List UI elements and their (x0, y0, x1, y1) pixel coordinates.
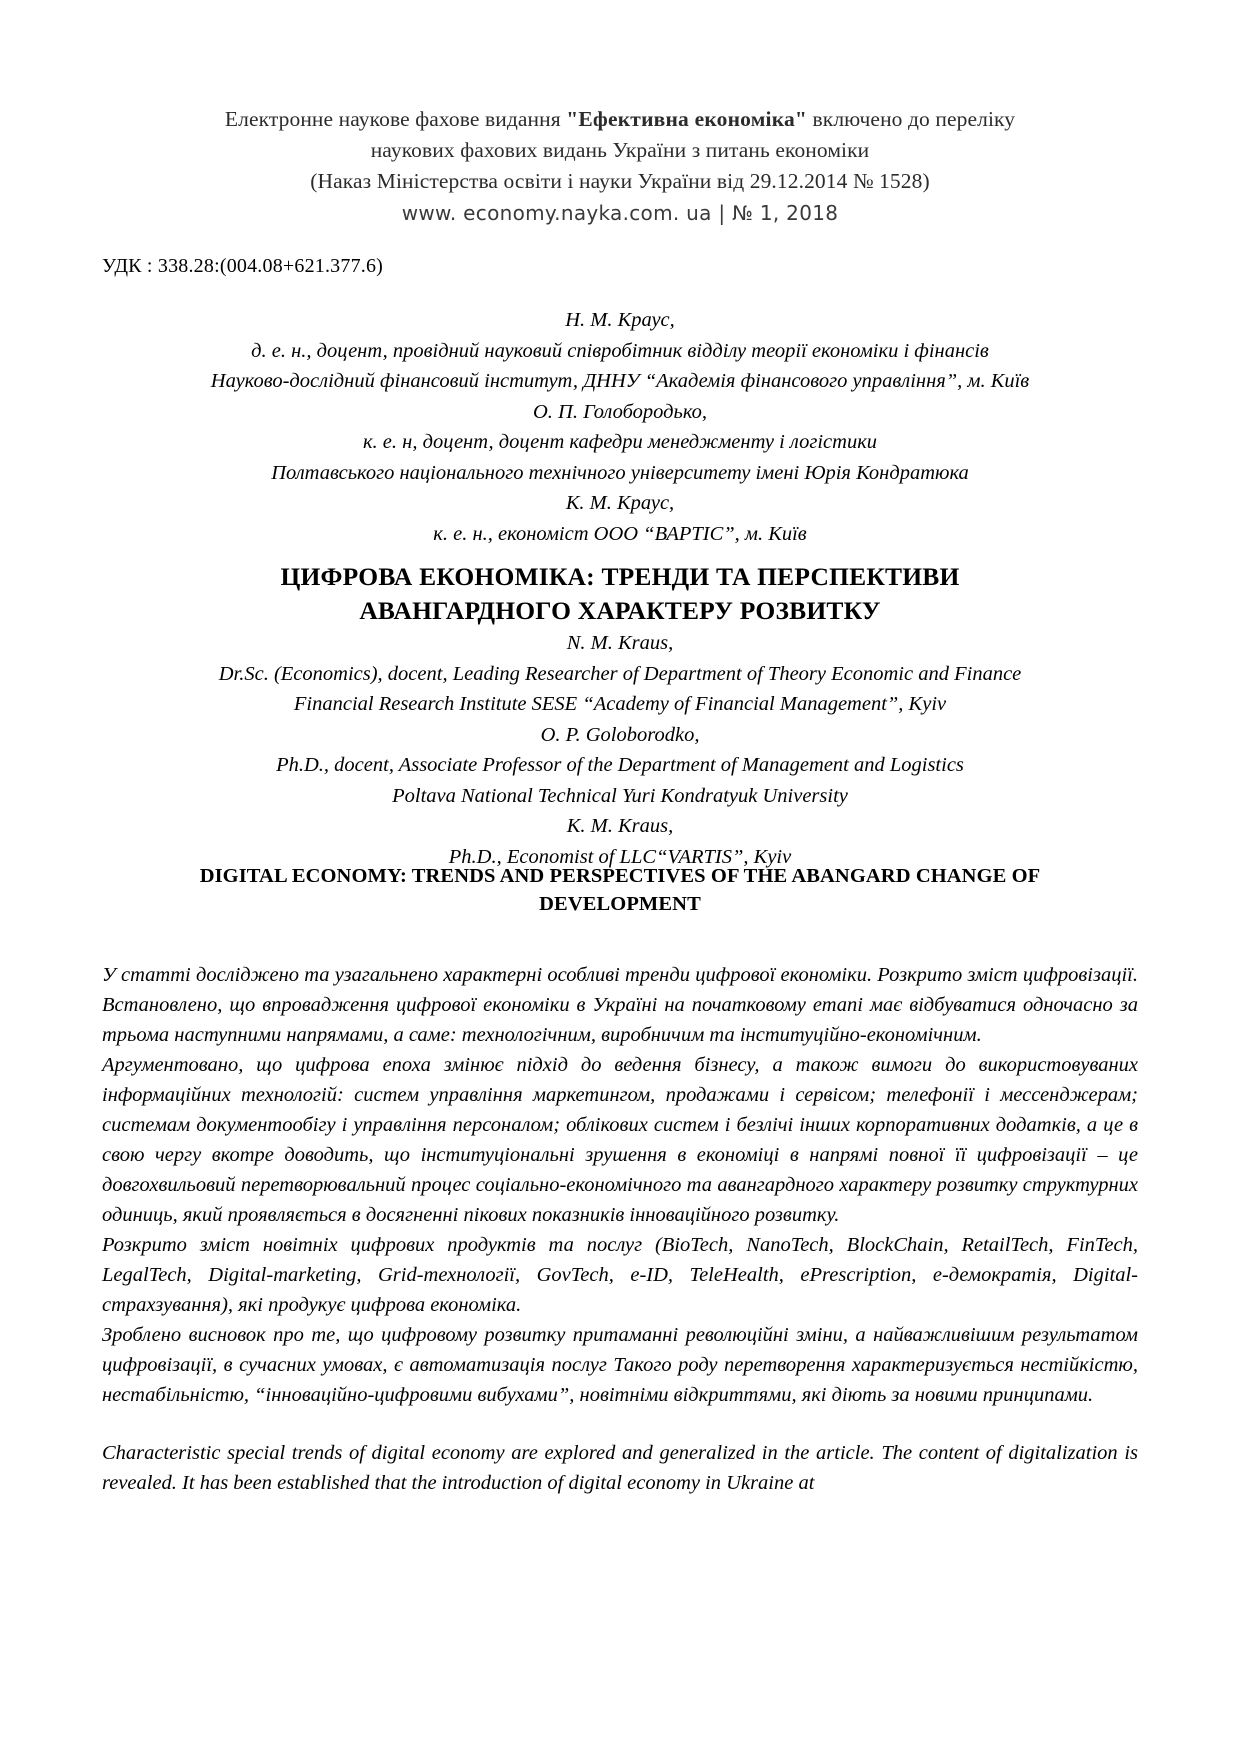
author-affiliation: д. е. н., доцент, провідний науковий співробітник відділу теорії економіки і фінансів (251, 339, 989, 362)
journal-url-issue: www. economy.nayka.com. ua | № 1, 2018 (401, 201, 839, 225)
journal-masthead (100, 104, 1140, 229)
author-affiliation: Ph.D., Economist of LLC“VARTIS”, Kyiv (448, 845, 792, 868)
abstract-section (102, 960, 1138, 1498)
article-title-english (100, 862, 1140, 918)
author-affiliation: Financial Research Institute SESE “Academy of Financial Management”, Kyiv (293, 693, 947, 715)
title-line-2: DEVELOPMENT (539, 893, 701, 915)
author-name: N. M. Kraus, (566, 632, 674, 654)
journal-name: "Ефективна економіка" (566, 107, 808, 131)
author-name: К. М. Краус, (565, 492, 675, 514)
author-affiliation: Полтавського національного технічного університету імені Юрія Кондратюка (271, 461, 969, 484)
author-affiliation: Ph.D., docent, Associate Professor of the Department of Management and Logistics (276, 754, 964, 776)
author-affiliation: к. е. н, доцент, доцент кафедри менеджменту і логістики (362, 431, 878, 453)
title-line-1: DIGITAL ECONOMY: TRENDS AND PERSPECTIVES OF THE ABANGARD CHANGE OF (199, 865, 1041, 887)
title-line-2: АВАНГАРДНОГО ХАРАКТЕРУ РОЗВИТКУ (359, 596, 881, 625)
author-name: K. M. Kraus, (566, 815, 674, 837)
masthead-suffix: включено до переліку (807, 107, 1016, 131)
masthead-prefix: Електронне наукове фахове видання (224, 107, 567, 131)
authors-block-ukrainian (100, 305, 1140, 549)
author-affiliation: Dr.Sc. (Economics), docent, Leading Researcher of Department of Theory Economic and Finance (218, 662, 1022, 685)
masthead-line-2: наукових фахових видань України з питань економіки (370, 138, 870, 162)
author-affiliation: Науково-дослідний фінансовий інститут, ДННУ “Академія фінансового управління”, м. Київ (210, 370, 1030, 392)
author-affiliation: к. е. н., економіст ООО “ВАРТІС”, м. Київ (433, 522, 807, 545)
masthead-line-1 (100, 104, 1140, 135)
author-name: Н. М. Краус, (565, 309, 675, 331)
abstract-paragraph: Зроблено висновок про те, що цифровому розвитку притаманні революційні зміни, а найважливішим результатом цифровізації, в сучасних умовах, є автоматизація послуг Такого роду перетворення характеризується нестійкістю, нестабільністю, “інноваційно-цифровими вибухами”, новітніми відкриттями, які діють за новими принципами. (102, 1324, 1138, 1406)
title-line-1: ЦИФРОВА ЕКОНОМІКА: ТРЕНДИ ТА ПЕРСПЕКТИВИ (280, 562, 960, 591)
abstract-paragraph: У статті досліджено та узагальнено характерні особливі тренди цифрової економіки. Розкрито зміст цифровізації. Встановлено, що впровадження цифрової економіки в Україні на початковому етапі має відбуватися одночасно за трьома наступними напрямами, а саме: технологічним, виробничим та інституційно-економічним. (102, 964, 1138, 1046)
masthead-line-3: (Наказ Міністерства освіти і науки України від 29.12.2014 № 1528) (310, 169, 930, 193)
author-affiliation: Poltava National Technical Yuri Kondratyuk University (392, 784, 848, 807)
abstract-paragraph-english: Characteristic special trends of digital economy are explored and generalized in the article. The content of digitalization is revealed. It has been established that the introduction of digital economy in Ukraine at (102, 1442, 1138, 1494)
article-title-ukrainian (120, 560, 1120, 628)
author-name: О. П. Голобородько, (532, 400, 708, 423)
abstract-paragraph: Аргументовано, що цифрова епоха змінює підхід до ведення бізнесу, а також вимоги до використовуваних інформаційних технологій: систем управління маркетингом, продажами і сервісом; телефонії і мессенджерам; системам документообігу і управління персоналом; облікових систем і безлічі інших корпоративних додатків, а це в свою чергу вкотре доводить, що інституціональні зрушення в економіці в напрямі повної її цифровізації – це довгохвильовий перетворювальний процес соціально-економічного та авангардного характеру розвитку структурних одиниць, який проявляється в досягненні пікових показників інноваційного розвитку. (102, 1054, 1138, 1226)
abstract-paragraph: Розкрито зміст новітніх цифрових продуктів та послуг (BioTech, NanoTech, BlockChain, RetailTech, FinTech, LegalTech, Digital-marketing, Grid-технології, GovTech, e-ID, TeleHealth, ePrescription, е-демократія, Digital-страхзування), які продукує цифрова економіка. (102, 1234, 1138, 1316)
udc-code: УДК : 338.28:(004.08+621.377.6) (102, 255, 384, 277)
author-name: O. P. Goloborodko, (540, 723, 700, 746)
authors-block-english (100, 628, 1140, 872)
